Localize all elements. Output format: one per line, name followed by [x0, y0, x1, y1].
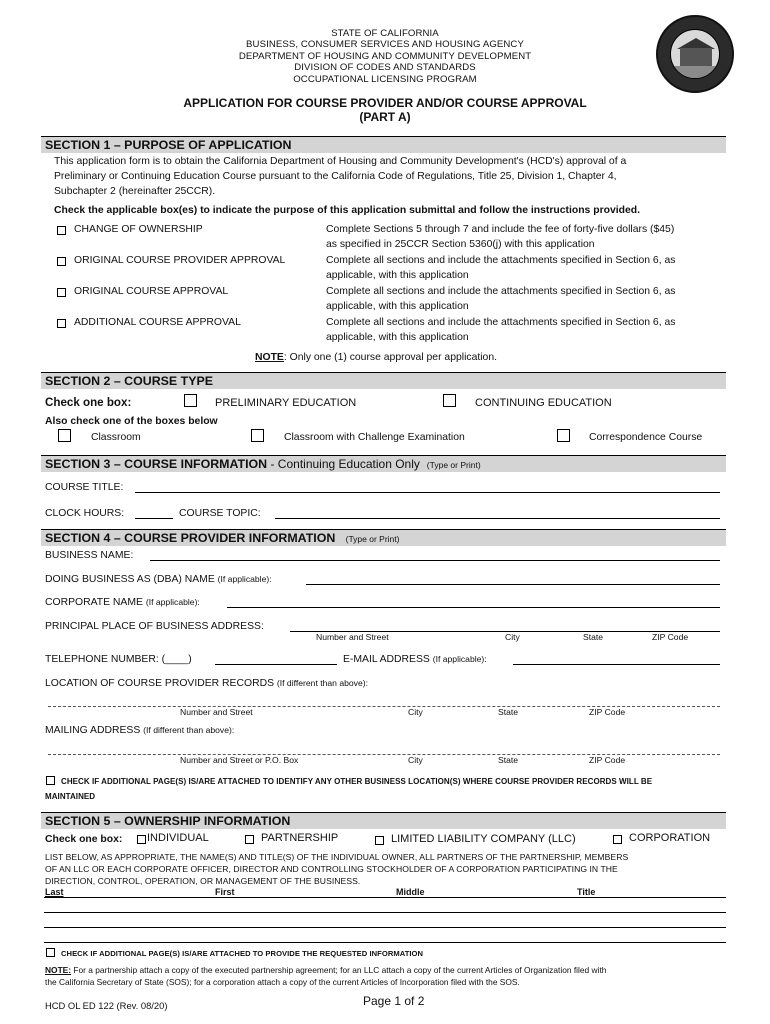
header-line: BUSINESS, CONSUMER SERVICES AND HOUSING AGENCY: [246, 39, 524, 51]
col-label: State: [498, 755, 519, 765]
challenge-exam-label: Classroom with Challenge Examination: [284, 432, 465, 443]
option-instruction: as specified in 25CCR Section 5360(j) with this application: [326, 239, 595, 250]
owner-row-line[interactable]: [44, 927, 726, 928]
original-provider-checkbox[interactable]: [57, 257, 66, 266]
col-label: City: [408, 755, 423, 765]
preliminary-education-checkbox[interactable]: [184, 394, 197, 407]
email-field[interactable]: [513, 664, 720, 665]
corporate-name-field[interactable]: [227, 607, 720, 608]
additional-owners-label: CHECK IF ADDITIONAL PAGE(S) IS/ARE ATTACHED TO PROVIDE THE REQUESTED INFORMATION: [61, 949, 424, 958]
option-instruction: Complete all sections and include the attachments specified in Section 6, as: [326, 286, 676, 297]
course-title-field[interactable]: [135, 492, 720, 493]
section2-heading: SECTION 2 – COURSE TYPE: [41, 372, 726, 389]
additional-course-checkbox[interactable]: [57, 319, 66, 328]
individual-label: INDIVIDUAL: [147, 832, 209, 844]
section1-instruction: Check the applicable box(es) to indicate the purpose of this application submittal and follow the instructions provided.: [54, 205, 640, 216]
form-title: APPLICATION FOR COURSE PROVIDER AND/OR COURSE APPROVAL: [183, 96, 587, 110]
hcd-seal-logo: [656, 15, 734, 93]
course-topic-field[interactable]: [275, 518, 720, 519]
section5-note: the California Secretary of State (SOS); for a corporation attach a copy of the current Articles of Incorporation filed with the SOS.: [45, 977, 520, 987]
header-line: DIVISION OF CODES AND STANDARDS: [294, 62, 476, 74]
option-instruction: applicable, with this application: [326, 301, 469, 312]
header-line: OCCUPATIONAL LICENSING PROGRAM: [293, 73, 477, 85]
change-of-ownership-checkbox[interactable]: [57, 226, 66, 235]
col-label: City: [408, 707, 423, 717]
section4-heading: SECTION 4 – COURSE PROVIDER INFORMATION (Type or Print): [41, 529, 726, 546]
classroom-label: Classroom: [91, 432, 141, 443]
col-label: ZIP Code: [589, 707, 626, 717]
section3-heading: SECTION 3 – COURSE INFORMATION - Continuing Education Only (Type or Print): [41, 455, 726, 472]
form-id: HCD OL ED 122 (Rev. 08/20): [45, 1000, 168, 1011]
ownership-instructions: DIRECTION, CONTROL, OPERATION, OR MANAGEMENT OF THE BUSINESS.: [45, 876, 361, 886]
section5-heading: SECTION 5 – OWNERSHIP INFORMATION: [41, 812, 726, 829]
col-label: Number and Street or P.O. Box: [180, 755, 299, 765]
email-label: E-MAIL ADDRESS (If applicable):: [343, 654, 487, 665]
section1-intro: This application form is to obtain the California Department of Housing and Community Development's (HCD's) approval of a: [54, 156, 627, 167]
owner-row-line[interactable]: [44, 912, 726, 913]
continuing-education-label: CONTINUING EDUCATION: [475, 397, 612, 409]
llc-label: LIMITED LIABILITY COMPANY (LLC): [391, 833, 576, 845]
continuing-education-checkbox[interactable]: [443, 394, 456, 407]
clock-hours-label: CLOCK HOURS:: [45, 508, 125, 519]
col-label: Number and Street: [316, 632, 389, 642]
col-middle: Middle: [396, 887, 425, 897]
corporation-label: CORPORATION: [629, 832, 711, 844]
dba-field[interactable]: [306, 584, 720, 585]
correspondence-checkbox[interactable]: [557, 429, 570, 442]
correspondence-label: Correspondence Course: [589, 432, 703, 443]
dba-label: DOING BUSINESS AS (DBA) NAME (If applicable):: [45, 574, 272, 585]
additional-locations-checkbox[interactable]: [46, 776, 55, 785]
business-name-label: BUSINESS NAME:: [45, 550, 134, 561]
section1-note: NOTE: Only one (1) course approval per application.: [255, 352, 497, 363]
telephone-label: TELEPHONE NUMBER: (____): [45, 654, 192, 665]
ownership-instructions: LIST BELOW, AS APPROPRIATE, THE NAME(S) AND TITLE(S) OF THE INDIVIDUAL OWNER, ALL PARTNERS OF THE PARTNERSHIP, MEMBERS: [45, 852, 629, 862]
llc-checkbox[interactable]: [375, 836, 384, 845]
option-label: CHANGE OF OWNERSHIP: [74, 224, 203, 235]
option-instruction: applicable, with this application: [326, 270, 469, 281]
header-line: DEPARTMENT OF HOUSING AND COMMUNITY DEVELOPMENT: [238, 50, 532, 62]
col-label: ZIP Code: [589, 755, 626, 765]
form-subtitle: (PART A): [359, 110, 411, 124]
partnership-label: PARTNERSHIP: [261, 832, 339, 844]
original-course-checkbox[interactable]: [57, 288, 66, 297]
option-label: ORIGINAL COURSE APPROVAL: [74, 286, 229, 297]
section1-heading: SECTION 1 – PURPOSE OF APPLICATION: [41, 136, 726, 153]
course-topic-label: COURSE TOPIC:: [179, 508, 261, 519]
col-label: State: [583, 632, 604, 642]
challenge-exam-checkbox[interactable]: [251, 429, 264, 442]
header-line: STATE OF CALIFORNIA: [331, 28, 439, 39]
telephone-field[interactable]: [215, 664, 337, 665]
owner-row-line: [44, 897, 726, 898]
section5-note: NOTE: For a partnership attach a copy of the executed partnership agreement; for an LLC attach a copy of the current Articles of Organization filed with: [45, 965, 607, 975]
col-label: City: [505, 632, 520, 642]
mailing-address-label: MAILING ADDRESS (If different than above):: [45, 725, 235, 736]
course-title-label: COURSE TITLE:: [45, 482, 124, 493]
option-instruction: Complete all sections and include the attachments specified in Section 6, as: [326, 317, 676, 328]
col-label: Number and Street: [180, 707, 253, 717]
section1-intro: Subchapter 2 (hereinafter 25CCR).: [54, 186, 216, 197]
records-location-label: LOCATION OF COURSE PROVIDER RECORDS (If different than above):: [45, 678, 368, 689]
business-name-field[interactable]: [150, 560, 720, 561]
check-one-label: Check one box:: [45, 396, 132, 409]
individual-checkbox[interactable]: [137, 835, 146, 844]
col-title: Title: [577, 887, 596, 897]
option-label: ORIGINAL COURSE PROVIDER APPROVAL: [74, 255, 286, 266]
classroom-checkbox[interactable]: [58, 429, 71, 442]
page-number: Page 1 of 2: [363, 994, 425, 1008]
col-label: ZIP Code: [652, 632, 689, 642]
ownership-instructions: OF AN LLC OR EACH CORPORATE OFFICER, DIRECTOR AND CONTROLLING STOCKHOLDER OF A CORPORATION PARTICIPATING IN THE: [45, 864, 618, 874]
principal-address-label: PRINCIPAL PLACE OF BUSINESS ADDRESS:: [45, 621, 264, 632]
partnership-checkbox[interactable]: [245, 835, 254, 844]
owner-row-line[interactable]: [44, 942, 726, 943]
option-instruction: Complete Sections 5 through 7 and include the fee of forty-five dollars ($45): [326, 224, 675, 235]
additional-owners-checkbox[interactable]: [46, 948, 55, 957]
col-label: State: [498, 707, 519, 717]
check-one-label: Check one box:: [45, 834, 123, 845]
corporation-checkbox[interactable]: [613, 835, 622, 844]
section1-intro: Preliminary or Continuing Education Course pursuant to the California Code of Regulations, Title 25, Division 1, Chapter 4,: [54, 171, 617, 182]
additional-locations-label: MAINTAINED: [45, 792, 96, 801]
option-instruction: applicable, with this application: [326, 332, 469, 343]
corporate-name-label: CORPORATE NAME (If applicable):: [45, 597, 200, 608]
additional-locations-label: CHECK IF ADDITIONAL PAGE(S) IS/ARE ATTACHED TO IDENTIFY ANY OTHER BUSINESS LOCATION(S) WHERE COURSE PROVIDER RECORDS WILL BE: [61, 777, 653, 786]
agency-header: [0, 28, 770, 85]
col-last: Last: [45, 887, 64, 897]
option-label: ADDITIONAL COURSE APPROVAL: [74, 317, 241, 328]
option-instruction: Complete all sections and include the attachments specified in Section 6, as: [326, 255, 676, 266]
also-check-label: Also check one of the boxes below: [45, 416, 218, 427]
clock-hours-field[interactable]: [135, 518, 173, 519]
col-first: First: [215, 887, 235, 897]
preliminary-education-label: PRELIMINARY EDUCATION: [215, 397, 357, 409]
